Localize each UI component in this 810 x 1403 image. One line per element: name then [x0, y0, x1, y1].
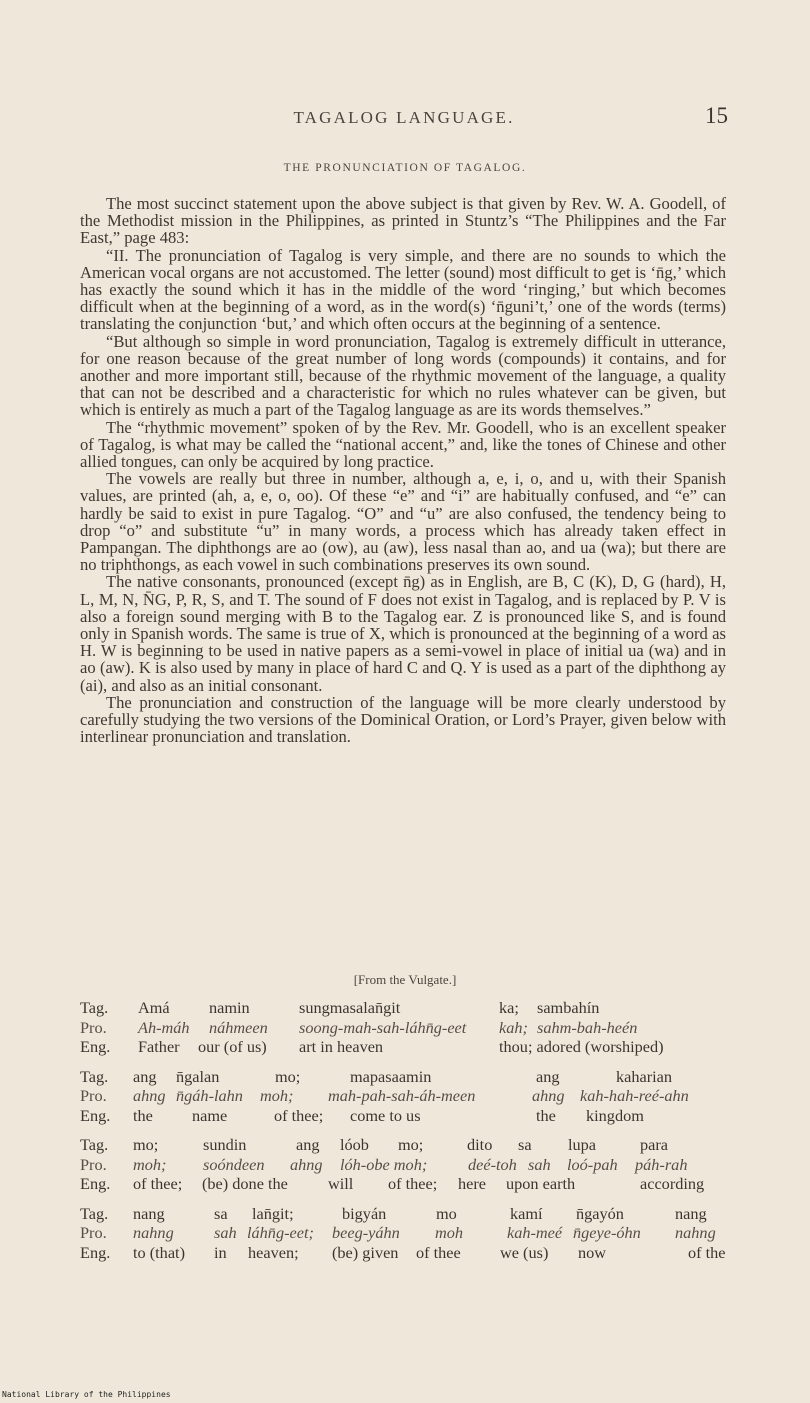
- interlinear-block: [80, 1135, 730, 1194]
- line-label: Pro.: [80, 1223, 107, 1242]
- paragraph: The native consonants, pronounced (except n̄g) as in English, are B, C (K), D, G (hard), H, L, M, N, N̄G, P, R, S, and T. The sound of F does not exist in Tagalog, and is replaced by P. V is also a foreign sound merging with B to the Tagalog ear. Z is pronounced like S, and is found only in Spanish words. The same is true of X, which is pronounced at the beginning of a word as H. W is beginning to be used in native papers as a semi-vowel in place of initial ua (wa) and in ao (aw). K is also used by many in place of hard C and Q. Y is used as a part of the diphthong ay (ai), and also as an initial consonant.: [80, 572, 726, 695]
- section-title: THE PRONUNCIATION OF TAGALOG.: [283, 162, 527, 174]
- word: ahng: [532, 1086, 565, 1105]
- word: of thee;: [274, 1105, 324, 1125]
- word: of the: [688, 1242, 726, 1262]
- interlinear-block: [80, 1204, 730, 1263]
- line-label: Tag.: [80, 998, 109, 1017]
- word: ang: [296, 1135, 320, 1154]
- pronunciation-line: [80, 1223, 730, 1243]
- word: now: [578, 1242, 607, 1262]
- body-text: [80, 195, 726, 746]
- line-label: Eng.: [80, 1037, 111, 1056]
- word: heaven;: [248, 1242, 299, 1262]
- tagalog-line: [80, 1204, 730, 1224]
- word: n̄galan: [176, 1066, 220, 1086]
- paragraph: The most succinct statement upon the above subject is that given by Rev. W. A. Goodell, of the Methodist mission in the Philippines, as printed in Stuntz’s “The Philippines and the Far East,” page 483:: [80, 194, 726, 248]
- word: moh;: [133, 1154, 167, 1174]
- word: ang: [133, 1066, 157, 1086]
- paragraph: “But although so simple in word pronunciation, Tagalog is extremely difficult in utterance, for one reason because of the great number of long words (compounds) it contains, and for another and more important still, because of the rhythmic movement of the language, a quality that can not be described and a characteristic for which no rules whatever can be given, but which is entirely as much a part of the Tagalog language as are its words themselves.”: [80, 331, 726, 420]
- word: sa: [518, 1135, 532, 1154]
- word: ang: [536, 1066, 560, 1086]
- word: n̄geye-óhn: [573, 1223, 641, 1242]
- word: kamí: [510, 1203, 543, 1223]
- word: kah-hah-reé-ahn: [580, 1086, 689, 1105]
- word: (be) given: [332, 1242, 399, 1262]
- word: láhn̄g-eet;: [247, 1223, 314, 1242]
- pronunciation-line: [80, 1155, 730, 1175]
- word: Amá: [138, 998, 170, 1017]
- word: namin: [209, 998, 250, 1017]
- paragraph: The “rhythmic movement” spoken of by the Rev. Mr. Goodell, who is an excellent speaker of Tagalog, is what may be called the “national accent,” and, like the tones of Chinese and other allied tongues, can only be acquired by long practice.: [80, 417, 726, 472]
- word: here: [458, 1174, 487, 1193]
- word: sah: [528, 1154, 551, 1174]
- line-label: Pro.: [80, 1017, 107, 1037]
- word: sah: [214, 1223, 237, 1242]
- word: náhmeen: [209, 1017, 268, 1037]
- english-line: [80, 1037, 730, 1057]
- word: of thee;: [133, 1174, 183, 1193]
- word: nahng: [133, 1223, 174, 1242]
- line-label: Tag.: [80, 1135, 109, 1154]
- word: para: [640, 1135, 669, 1154]
- line-label: Pro.: [80, 1154, 107, 1174]
- pronunciation-line: [80, 1086, 730, 1106]
- word: our (of us): [198, 1037, 267, 1056]
- line-label: Eng.: [80, 1242, 111, 1262]
- pronunciation-line: [80, 1018, 730, 1038]
- word: ahng: [290, 1154, 323, 1174]
- word: to (that): [133, 1242, 185, 1262]
- paragraph: The pronunciation and construction of the language will be more clearly understood by carefully studying the two versions of the Dominical Oration, or Lord’s Prayer, given below with interlinear pronunciation and translation.: [80, 692, 726, 747]
- word: ka;: [499, 998, 519, 1017]
- word: mo: [436, 1203, 457, 1223]
- line-label: Eng.: [80, 1105, 111, 1125]
- word: will: [328, 1174, 354, 1193]
- word: páh-rah: [635, 1154, 688, 1174]
- word: lupa: [568, 1135, 597, 1154]
- word: of thee: [416, 1242, 461, 1262]
- word: upon earth: [506, 1174, 576, 1193]
- word: kingdom: [586, 1105, 644, 1125]
- line-label: Tag.: [80, 1203, 109, 1223]
- word: bigyán: [342, 1203, 387, 1223]
- word: n̄gayón: [576, 1203, 624, 1223]
- word: of thee;: [388, 1174, 438, 1193]
- line-label: Tag.: [80, 1066, 109, 1086]
- english-line: [80, 1243, 730, 1263]
- tagalog-line: [80, 1135, 730, 1155]
- word: n̄gáh-lahn: [176, 1086, 243, 1105]
- library-watermark: National Library of the Philippines: [2, 1390, 171, 1399]
- word: sa: [214, 1203, 228, 1223]
- word: dito: [467, 1135, 493, 1154]
- word: mo;: [275, 1066, 301, 1086]
- word: Ah-máh: [138, 1017, 190, 1037]
- word: nang: [675, 1203, 707, 1223]
- word: loó-pah: [567, 1154, 618, 1174]
- word: mo;: [398, 1135, 424, 1154]
- word: soóndeen: [203, 1154, 265, 1174]
- word: sahm-bah-heén: [537, 1017, 638, 1037]
- word: mah-pah-sah-áh-meen: [328, 1086, 476, 1105]
- word: moh;: [260, 1086, 294, 1105]
- word: nang: [133, 1203, 165, 1223]
- word: mo;: [133, 1135, 159, 1154]
- word: (be) done the: [202, 1174, 288, 1193]
- word: lóob: [340, 1135, 369, 1154]
- word: sambahín: [537, 998, 600, 1017]
- word: moh: [435, 1223, 464, 1242]
- word: nahng: [675, 1223, 716, 1242]
- word: come to us: [350, 1105, 421, 1125]
- word: we (us): [500, 1242, 549, 1262]
- tagalog-line: [80, 998, 730, 1018]
- word: ahng: [133, 1086, 166, 1105]
- word: name: [192, 1105, 228, 1125]
- word: the: [536, 1105, 556, 1125]
- word: beeg-yáhn: [332, 1223, 400, 1242]
- paragraph: The vowels are really but three in number, although a, e, i, o, and u, with their Spanish values, are printed (ah, a, e, o, oo). Of these “e” and “i” are habitually confused, and “e” can hardly be said to exist in pure Tagalog. “O” and “u” are also confused, the tendency being to drop “o” and substitute “u” in many words, a process which has already taken effect in Pampangan. The diphthongs are ao (ow), au (aw), less nasal than ao, and ua (wa); but there are no triphthongs, as each vowel in such combinations preserves its own sound.: [80, 469, 726, 575]
- line-label: Pro.: [80, 1086, 107, 1105]
- interlinear-block: [80, 1067, 730, 1126]
- english-line: [80, 1106, 730, 1126]
- word: lóh-obe moh;: [340, 1154, 428, 1174]
- word: the: [133, 1105, 153, 1125]
- word: art in heaven: [299, 1037, 384, 1056]
- word: kah-meé: [507, 1223, 563, 1242]
- word: sungmasalan̄git: [299, 998, 401, 1017]
- word: lan̄git;: [252, 1203, 294, 1223]
- line-label: Eng.: [80, 1174, 111, 1193]
- word: according: [640, 1174, 705, 1193]
- paragraph: “II. The pronunciation of Tagalog is very simple, and there are no sounds to which the American vocal organs are not accustomed. The letter (sound) most difficult to get is ‘n̄g,’ which has exactly the sound which it has in the middle of the word ‘ringing,’ but which becomes difficult when at the beginning of a word, as in the word(s) ‘n̄guni’t,’ one of the words (terms) translating the conjunction ‘but,’ and which often occurs at the beginning of a sentence.: [80, 245, 726, 334]
- interlinear-block: [80, 998, 730, 1057]
- word: kah;: [499, 1017, 528, 1037]
- interlinear-prayer: [80, 998, 730, 1272]
- source-note: [From the Vulgate.]: [353, 972, 457, 987]
- word: deé-toh: [468, 1154, 517, 1174]
- word: sundin: [203, 1135, 247, 1154]
- page-number: 15: [705, 103, 728, 128]
- english-line: [80, 1174, 730, 1194]
- running-title: TAGALOG LANGUAGE.: [293, 108, 515, 127]
- word: mapasaamin: [350, 1066, 432, 1086]
- word: soong-mah-sah-láhn̄g-eet: [299, 1017, 467, 1037]
- word: kaharian: [616, 1066, 673, 1086]
- tagalog-line: [80, 1067, 730, 1087]
- word: Father: [138, 1037, 180, 1056]
- word: in: [214, 1242, 227, 1262]
- running-head: [80, 104, 728, 132]
- word: thou; adored (worshiped): [499, 1037, 664, 1056]
